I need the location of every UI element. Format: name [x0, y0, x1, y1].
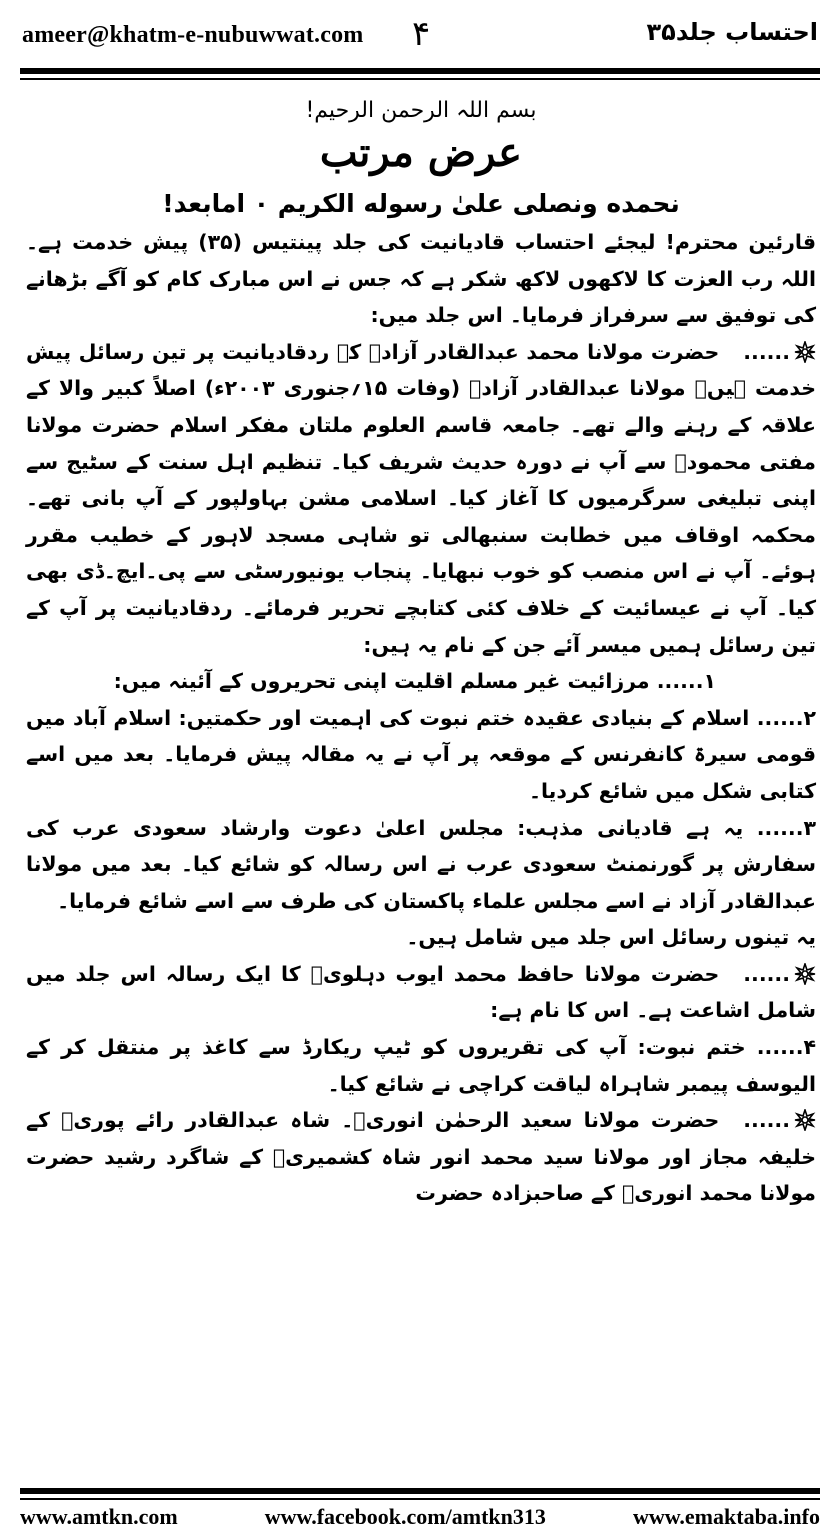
book-title: احتساب جلد۳۵	[646, 18, 818, 46]
list-item-4-text: ختم نبوت: آپ کی تقریروں کو ٹیپ ریکارڈ سے کاغذ پر منتقل کر کے الیوسف پیمبر شاہراہ لیاقت کراچی نے شائع کیا۔	[26, 1035, 816, 1096]
ornament-icon	[794, 963, 816, 985]
list-item-1-number: ۱......	[656, 669, 716, 694]
footer-link-facebook[interactable]: www.facebook.com/amtkn313	[264, 1504, 546, 1529]
list-item-3-number: ۳......	[756, 815, 816, 840]
list-item-1-text: مرزائیت غیر مسلم اقلیت اپنی تحریروں کے آئینہ میں:	[113, 669, 650, 694]
footer-rule-thin	[20, 1498, 820, 1500]
list-item-2-text: اسلام کے بنیادی عقیدہ ختم نبوت کی اہمیت اور حکمتیں: اسلام آباد میں قومی سیرۃ کانفرنس کے موقعہ پر آپ نے یہ مقالہ پیش فرمایا۔ بعد میں اسے کتابی شکل میں شائع کردیا۔	[26, 705, 816, 803]
list-item-2-number: ۲......	[756, 705, 816, 730]
section-1	[26, 334, 816, 663]
page-heading: عرض مرتب	[319, 129, 523, 176]
list-item-4	[26, 1029, 816, 1102]
page-body	[26, 88, 816, 1212]
list-item-4-number: ۴......	[756, 1035, 816, 1060]
section-2-text: حضرت مولانا حافظ محمد ایوب دہلویؒ کا ایک رسالہ اس جلد میں شامل اشاعت ہے۔ اس کا نام ہے:	[26, 961, 816, 1023]
footer-link-emaktaba[interactable]: www.emaktaba.info	[632, 1504, 820, 1529]
all-three-note: یہ تینوں رسائل اس جلد میں شامل ہیں۔	[406, 925, 816, 950]
bismillah: بسم اللہ الرحمن الرحیم!	[305, 98, 537, 123]
section-1-text: حضرت مولانا محمد عبدالقادر آزادؒ کے ردقادیانیت پر تین رسائل پیش خدمت ہیں۔ مولانا عبدالقادر آزادؒ (وفات ۱۵؍جنوری ۲۰۰۳ء) اصلاً کبیر والا کے علاقہ کے رہنے والے تھے۔ جامعہ قاسم العلوم ملتان مفکر اسلام حضرت مولانا مفتی محمودؒ سے آپ نے دورہ حدیث شریف کیا۔ تنظیم اہل سنت کے سٹیج سے اپنی تبلیغی سرگرمیوں کا آغاز کیا۔ اسلامی مشن بہاولپور کے آپ بانی تھے۔ محکمہ اوقاف میں خطابت سنبھالی تو شاہی مسجد لاہور کے خطیب مقرر ہوئے۔ آپ نے اس منصب کو خوب نبھایا۔ پنجاب یونیورسٹی سے پی۔ایچ۔ڈی بھی کیا۔ آپ نے عیسائیت کے خلاف کئی کتابچے تحریر فرمائے۔ ردقادیانیت پر آپ کے تین رسائل ہمیں میسر آئے جن کے نام یہ ہیں:	[26, 339, 816, 657]
section-3	[26, 1102, 816, 1212]
page-footer	[20, 1504, 820, 1534]
bullet-dots: ......	[743, 961, 790, 986]
list-item-2	[26, 700, 816, 810]
header-rule-thick	[20, 68, 820, 74]
list-item-1	[26, 663, 816, 700]
list-item-3	[26, 810, 816, 920]
section-2	[26, 956, 816, 1029]
section-3-text: حضرت مولانا سعید الرحمٰن انوریؒ۔ شاہ عبدالقادر رائے پوریؒ کے خلیفہ مجاز اور مولانا سید محمد انور شاہ کشمیریؒ کے شاگرد رشید حضرت مولانا محمد انوریؒ کے صاحبزادہ حضرت	[26, 1108, 816, 1206]
list-item-3-text: یہ ہے قادیانی مذہب: مجلس اعلیٰ دعوت وارشاد سعودی عرب کی سفارش پر گورنمنٹ سعودی عرب نے اس رسالہ کو شائع کیا۔ بعد میں مولانا عبدالقادر آزاد نے اسے مجلس علماء پاکستان کی طرف سے اسے شائع فرمایا۔	[26, 815, 816, 913]
page-header	[0, 0, 840, 70]
page-number: ۴	[412, 14, 431, 54]
ornament-icon	[794, 1109, 816, 1131]
footer-rule-thick	[20, 1488, 820, 1494]
footer-link-amtkn[interactable]: www.amtkn.com	[20, 1504, 178, 1529]
header-rule-thin	[20, 78, 820, 80]
bullet-dots: ......	[743, 1108, 790, 1133]
ornament-icon	[794, 341, 816, 363]
salutation: نحمده ونصلی علیٰ رسوله الکریم ۰ امابعد!	[162, 189, 680, 218]
intro-paragraph: قارئین محترم! لیجئے احتساب قادیانیت کی جلد پینتیس (۳۵) پیش خدمت ہے۔ اللہ رب العزت کا لاکھوں لاکھ شکر ہے کہ جس نے اس مبارک کام کو آگے بڑھانے کی توفیق سے سرفراز فرمایا۔ اس جلد میں:	[26, 230, 816, 328]
bullet-dots: ......	[743, 339, 790, 364]
header-email: ameer@khatm-e-nubuwwat.com	[22, 22, 364, 48]
